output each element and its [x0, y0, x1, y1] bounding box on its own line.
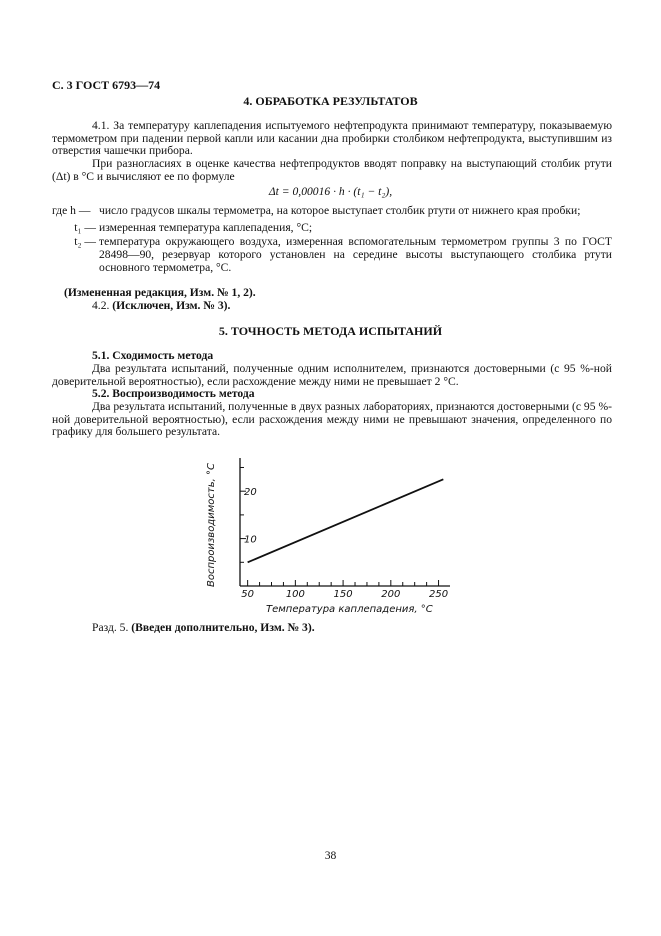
definition-h — [52, 205, 612, 218]
footer-note-text: (Введен дополнительно, Изм. № 3). — [131, 621, 315, 634]
definition-term: t₁ — — [74, 220, 96, 234]
x-tick-label: 50 — [241, 589, 255, 600]
subsection-5-2-title: 5.2. Воспроизводимость метода — [92, 387, 255, 400]
y-tick-label: 10 — [244, 534, 257, 546]
definition-term: t₂ — — [74, 235, 96, 249]
x-tick-label: 250 — [428, 589, 449, 600]
running-title: С. 3 ГОСТ 6793—74 — [52, 78, 161, 92]
paragraph-dispute: При разногласиях в оценке качества нефтепродуктов вводят поправку на выступающий столбик ртути (Δt) в °C и вычисляют ее по формуле — [52, 157, 612, 183]
reproducibility-chart — [200, 450, 460, 620]
section-5-title: 5. ТОЧНОСТЬ МЕТОДА ИСПЫТАНИЙ — [218, 324, 443, 338]
x-tick-label: 100 — [285, 589, 305, 600]
footer-note — [92, 622, 315, 635]
definition-term: где h — — [52, 204, 91, 217]
y-axis-label: Воспроизводимость, °С — [206, 463, 217, 587]
footer-note-prefix: Разд. 5. — [92, 621, 129, 634]
y-tick-label: 20 — [244, 487, 257, 499]
definitions-list — [52, 205, 612, 275]
paragraph-number: 4.2. — [92, 299, 110, 312]
definition-text: измеренная температура каплепадения, °С; — [99, 220, 313, 234]
definition-t2 — [52, 236, 612, 274]
paragraph-4-2 — [92, 300, 230, 313]
series-line — [248, 479, 444, 562]
x-tick-label: 150 — [333, 589, 353, 600]
definition-t1 — [52, 222, 612, 235]
excluded-note: (Исключен, Изм. № 3). — [112, 299, 231, 312]
paragraph-5-2: Два результата испытаний, полученные в двух разных лабораториях, признаются достоверными (с 95 %-ной доверительной вероятностью), если расхождения между ними не превышают значения, определенного по графику для большего результата. — [52, 400, 612, 439]
section-4-title: 4. ОБРАБОТКА РЕЗУЛЬТАТОВ — [243, 94, 418, 108]
paragraph-5-1: Два результата испытаний, полученные одним исполнителем, признаются достоверными (с 95 %-ной доверительной вероятностью), если расхождение между ними не превышает 2 °С. — [52, 362, 612, 388]
x-tick-label: 200 — [381, 589, 401, 600]
definition-text: число градусов шкалы термометра, на которое выступает столбик ртути от нижнего края пробки; — [99, 204, 581, 217]
x-axis-label: Температура каплепадения, °С — [266, 604, 433, 615]
paragraph-4-1: 4.1. За температуру каплепадения испытуемого нефтепродукта принимают температуру, показываемую термометром при падении первой капли или касании дна пробирки столбиком нефтепродукта, выступившим из отверстия чашечки прибора. — [52, 119, 612, 158]
subsection-5-1-title: 5.1. Сходимость метода — [92, 349, 214, 362]
amendment-note: (Измененная редакция, Изм. № 1, 2). — [64, 286, 256, 299]
formula: Δt = 0,00016 · h · (t₁ − t₂), — [268, 185, 393, 198]
page-number: 38 — [324, 849, 337, 862]
definition-text: температура окружающего воздуха, измеренная вспомогательным термометром группы 3 по ГОСТ 28498—90, резервуар которого установлен на середине высоты выступающего столбика ртути основного термометра, °С. — [99, 235, 612, 274]
